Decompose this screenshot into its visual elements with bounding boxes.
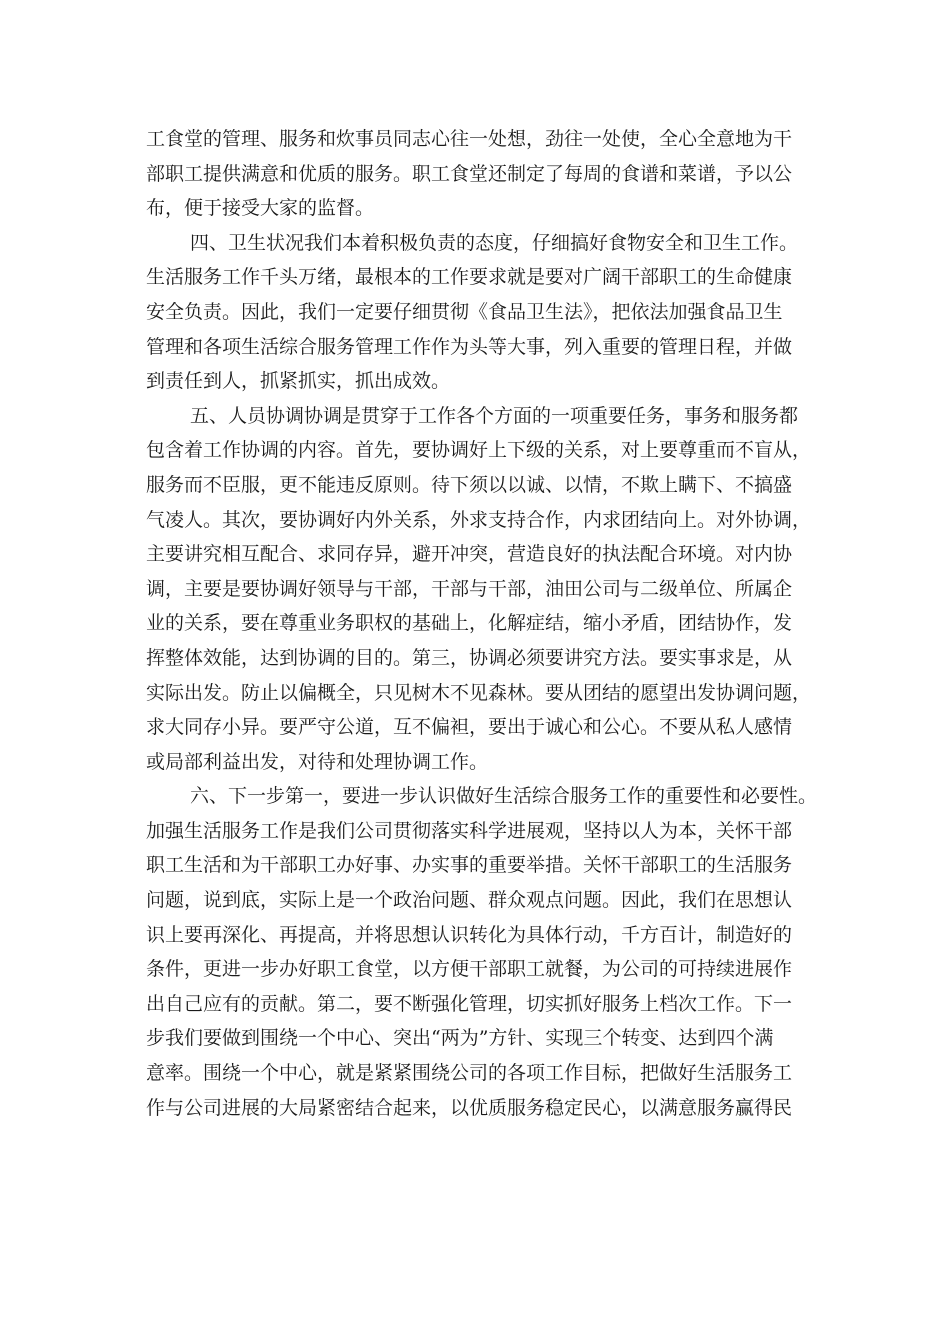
paragraph-line: 意率。围绕一个中心，就是紧紧围绕公司的各项工作目标，把做好生活服务工 bbox=[146, 1062, 793, 1085]
paragraph-line: 生活服务工作千头万绪，最根本的工作要求就是要对广阔干部职工的生命健康 bbox=[146, 266, 793, 289]
paragraph-line: 到责任到人，抓紧抓实，抓出成效。 bbox=[146, 370, 451, 393]
paragraph-line: 部职工提供满意和优质的服务。职工食堂还制定了每周的食谱和菜谱，予以公 bbox=[146, 162, 793, 185]
paragraph-first-line: 五、人员协调协调是贯穿于工作各个方面的一项重要任务，事务和服务都 bbox=[190, 404, 799, 427]
paragraph-line: 气凌人。其次，要协调好内外关系，外求支持合作，内求团结向上。对外协调， bbox=[146, 508, 812, 531]
paragraph-line: 主要讲究相互配合、求同存异，避开冲突，营造良好的执法配合环境。对内协 bbox=[146, 543, 793, 566]
paragraph-line: 实际出发。防止以偏概全，只见树木不见森林。要从团结的愿望出发协调问题， bbox=[146, 681, 812, 704]
paragraph-line: 作与公司进展的大局紧密结合起来，以优质服务稳定民心，以满意服务赢得民 bbox=[146, 1096, 793, 1119]
paragraph-line: 加强生活服务工作是我们公司贯彻落实科学进展观，坚持以人为本，关怀干部 bbox=[146, 819, 793, 842]
paragraph-first-line: 六、下一步第一，要进一步认识做好生活综合服务工作的重要性和必要性。 bbox=[190, 785, 818, 808]
body-text bbox=[146, 122, 826, 1125]
paragraph-line: 挥整体效能，达到协调的目的。第三，协调必须要讲究方法。要实事求是，从 bbox=[146, 646, 793, 669]
paragraph-line: 求大同存小异。要严守公道，互不偏袒，要出于诚心和公心。不要从私人感情 bbox=[146, 716, 793, 739]
paragraph-line: 业的关系，要在尊重业务职权的基础上，化解症结，缩小矛盾，团结协作，发 bbox=[146, 612, 793, 635]
paragraph-line: 识上要再深化、再提高，并将思想认识转化为具体行动，千方百计，制造好的 bbox=[146, 923, 793, 946]
paragraph-line: 出自己应有的贡献。第二，要不断强化管理，切实抓好服务上档次工作。下一 bbox=[146, 992, 793, 1015]
paragraph-line: 包含着工作协调的内容。首先，要协调好上下级的关系，对上要尊重而不盲从， bbox=[146, 439, 812, 462]
paragraph-line: 步我们要做到围绕一个中心、突出“两为”方针、实现三个转变、达到四个满 bbox=[146, 1027, 774, 1050]
paragraph-line: 工食堂的管理、服务和炊事员同志心往一处想，劲往一处使，全心全意地为干 bbox=[146, 128, 793, 150]
paragraph-line: 条件，更进一步办好职工食堂，以方便干部职工就餐，为公司的可持续进展作 bbox=[146, 958, 793, 981]
paragraph-line: 布，便于接受大家的监督。 bbox=[146, 197, 375, 220]
paragraph-line: 问题，说到底，实际上是一个政治问题、群众观点问题。因此，我们在思想认 bbox=[146, 889, 793, 912]
paragraph-first-line: 四、卫生状况我们本着积极负责的态度，仔细搞好食物安全和卫生工作。 bbox=[190, 231, 799, 254]
paragraph-line: 调，主要是要协调好领导与干部，干部与干部，油田公司与二级单位、所属企 bbox=[146, 577, 793, 600]
paragraph-line: 安全负责。因此，我们一定要仔细贯彻《食品卫生法》，把依法加强食品卫生 bbox=[146, 300, 783, 323]
paragraph-line: 管理和各项生活综合服务管理工作作为头等大事，列入重要的管理日程，并做 bbox=[146, 335, 793, 358]
paragraph-line: 职工生活和为干部职工办好事、办实事的重要举措。关怀干部职工的生活服务 bbox=[146, 854, 793, 877]
paragraph-line: 服务而不臣服，更不能违反原则。待下须以以诚、以情，不欺上瞒下、不搞盛 bbox=[146, 473, 793, 496]
paragraph-line: 或局部利益出发，对待和处理协调工作。 bbox=[146, 750, 489, 773]
